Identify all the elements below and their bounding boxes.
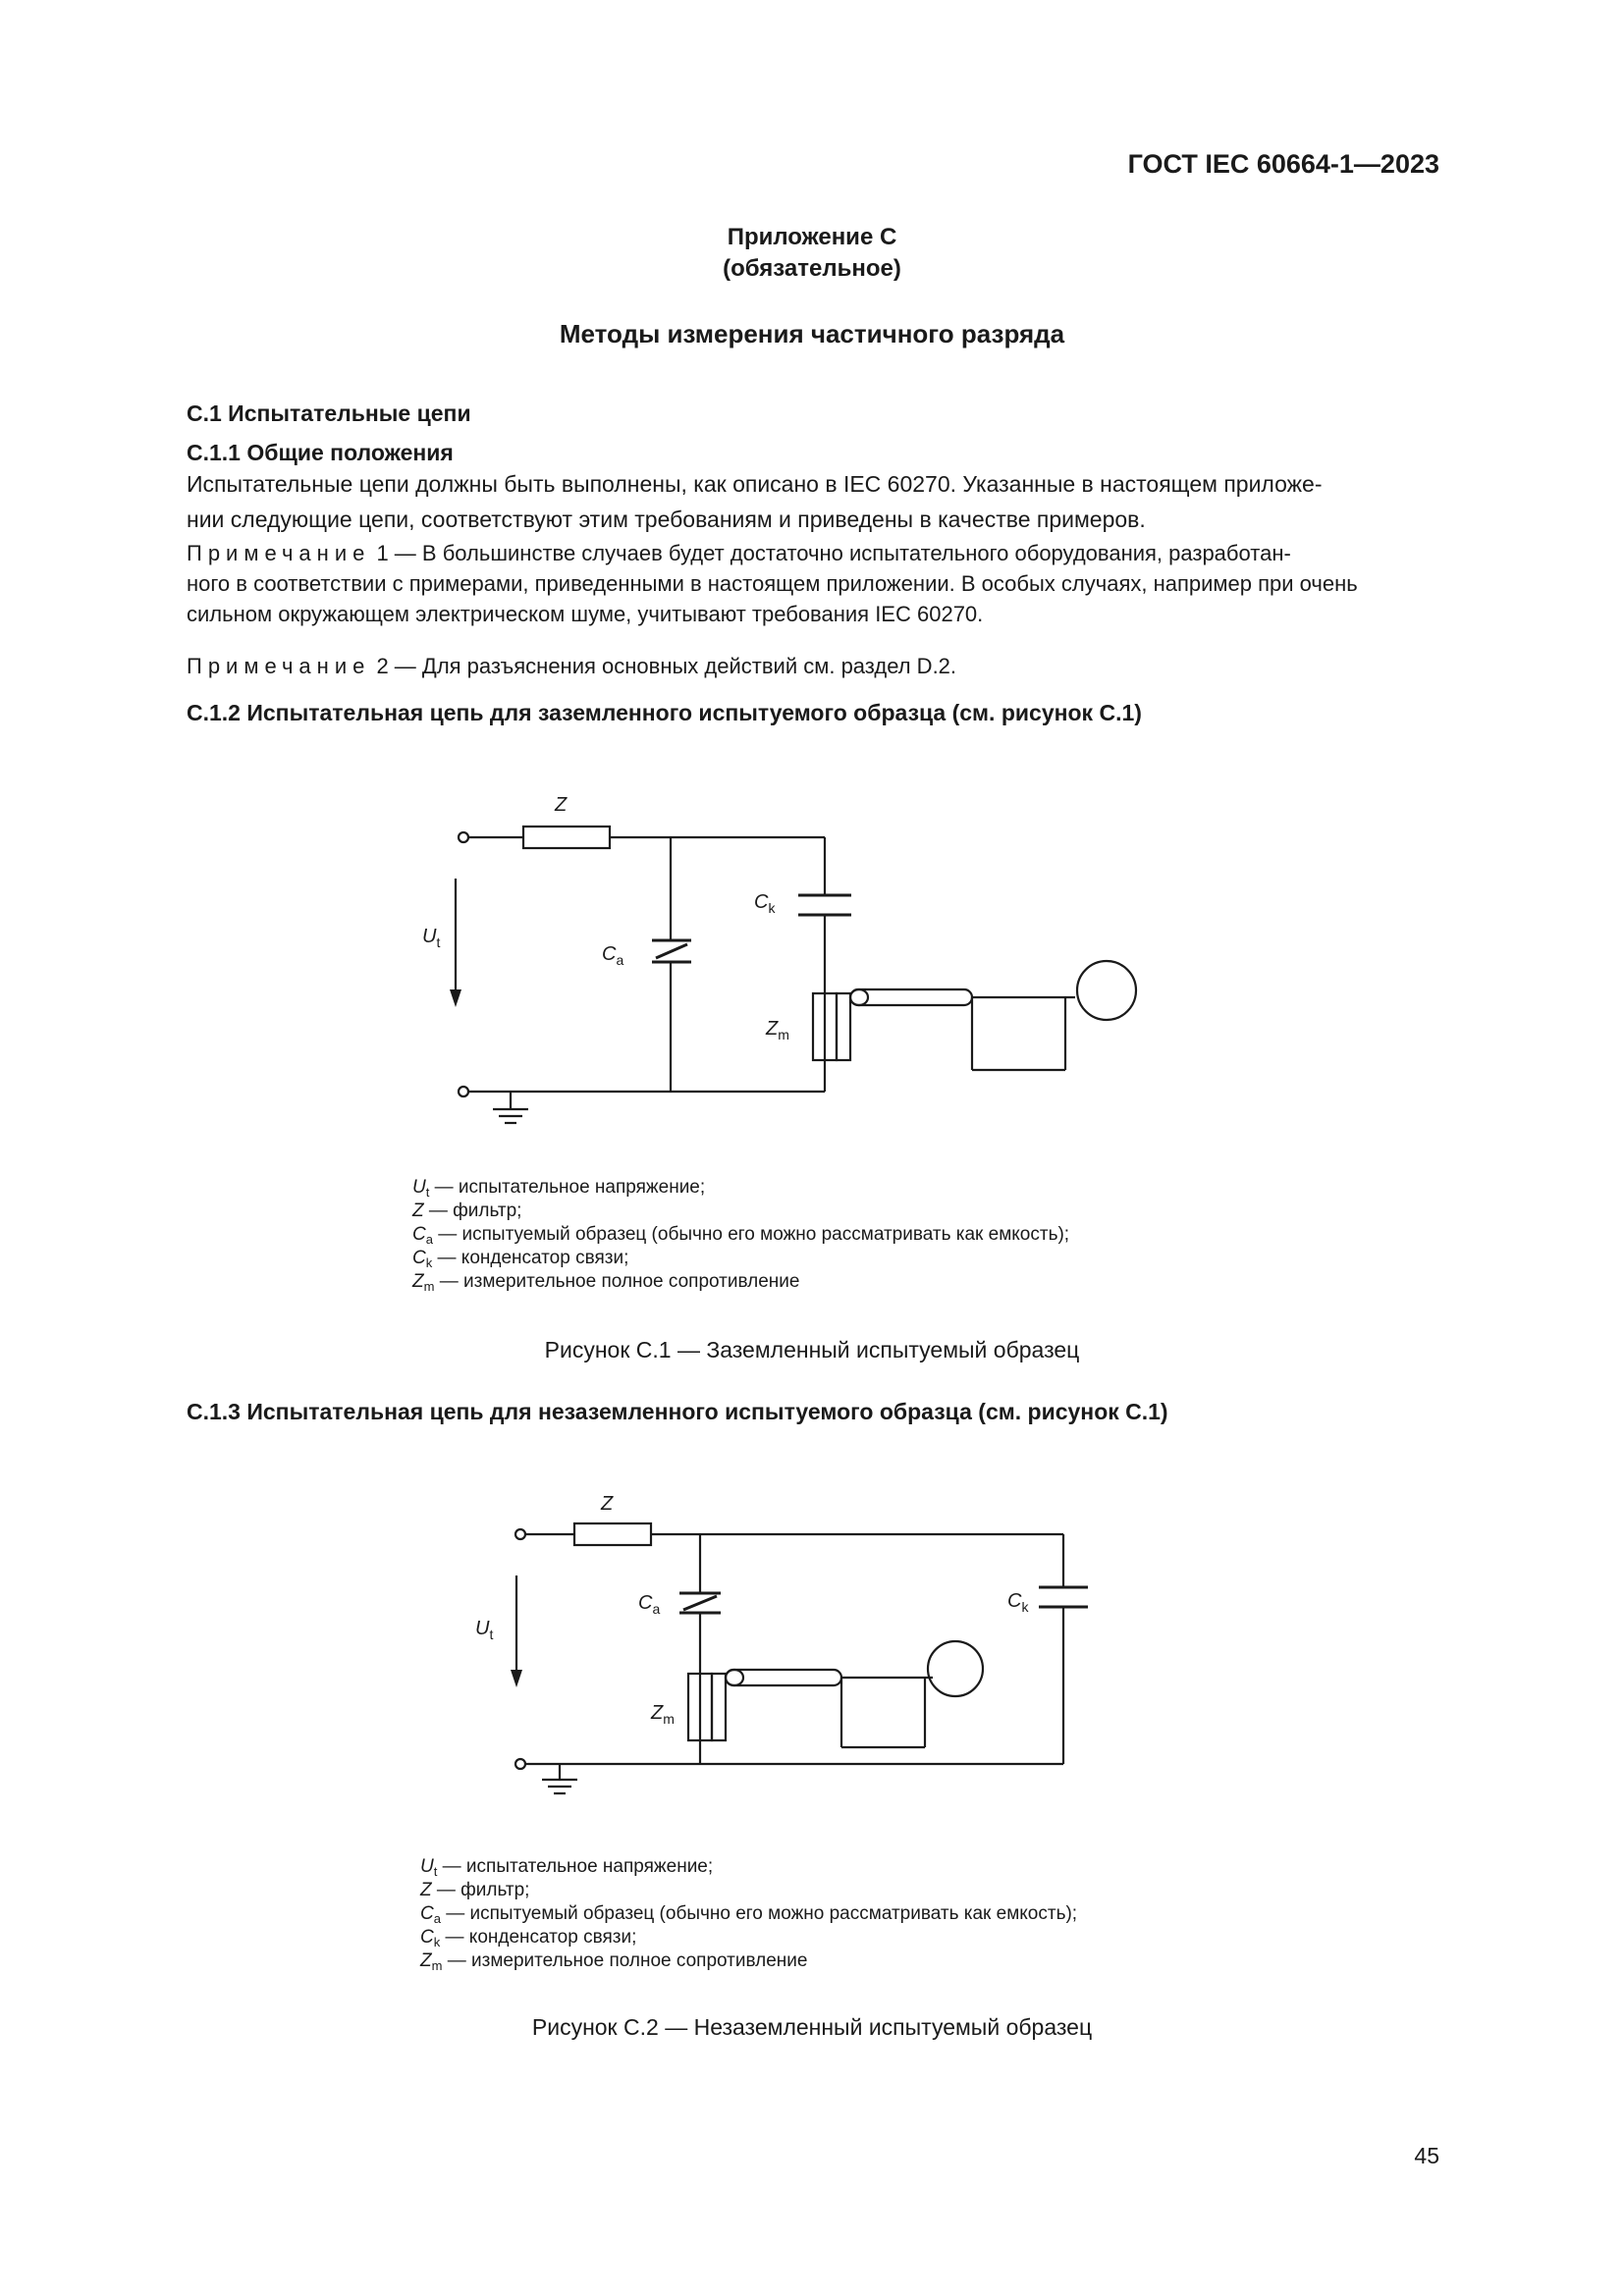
legend-item: $C_a$ — испытуемый образец (обычно его можно рассматривать как емкость); <box>412 1224 1070 1247</box>
svg-text:Ca: $C_a$ <box>602 943 624 968</box>
measuring-instrument-symbol <box>1077 961 1136 1020</box>
terminal-top <box>459 832 468 842</box>
document-number: ГОСТ IEC 60664-1—2023 <box>1127 149 1439 179</box>
annex-title: Приложение С <box>727 224 897 250</box>
paragraph-c11 <box>187 466 1441 537</box>
capacitor-ca-symbol <box>679 1593 721 1613</box>
note-text: сильном окружающем электрическом шуме, учитывают требования IEC 60270. <box>187 602 984 626</box>
figure-1-caption: Рисунок С.1 — Заземленный испытуемый образец <box>544 1337 1080 1362</box>
annex-section-title: Методы измерения частичного разряда <box>559 319 1065 348</box>
measuring-instrument-symbol <box>928 1641 983 1696</box>
label-zm: Z <box>766 1018 779 1040</box>
note-keyword: Примечание <box>187 654 371 678</box>
label-ca: C <box>602 943 617 965</box>
legend-item: $C_k$ — конденсатор связи; <box>412 1248 629 1270</box>
figure-1-circuit-diagram <box>412 775 1159 1139</box>
note-2 <box>187 649 1441 684</box>
svg-text:Z <box>600 1493 614 1515</box>
terminal-bottom <box>459 1087 468 1096</box>
capacitor-ck-symbol <box>798 895 851 915</box>
svg-text:Ck: $C_k$ <box>754 891 776 916</box>
label-ut: U <box>422 926 437 947</box>
svg-text:Ut: $U_t$ <box>475 1618 494 1642</box>
label-zm: Z <box>651 1702 664 1724</box>
label-z: Z <box>555 794 568 816</box>
svg-text:Zm: $Z_m$ <box>766 1018 789 1042</box>
label-ck: C <box>754 891 769 913</box>
figure-2-circuit-diagram <box>461 1477 1129 1811</box>
legend-item: $Z_m$ — измерительное полное сопротивление <box>420 1950 808 1973</box>
note-1 <box>187 538 1441 629</box>
legend-item: $Z_m$ — измерительное полное сопротивление <box>412 1271 800 1294</box>
label-ut: U <box>475 1618 490 1639</box>
ground-symbol <box>493 1092 528 1123</box>
legend-item: $U_t$ — испытательное напряжение; <box>420 1856 714 1879</box>
paragraph-line: нии следующие цепи, соответствуют этим требованиям и приведены в качестве примеров. <box>187 507 1146 532</box>
note-text: ного в соответствии с примерами, приведенными в настоящем приложении. В особых случаях, например при очень <box>187 571 1358 596</box>
paragraph-line: Испытательные цепи должны быть выполнены, как описано в IEC 60270. Указанные в настоящем приложе- <box>187 471 1323 497</box>
heading-c11: С.1.1 Общие положения <box>187 440 454 465</box>
capacitor-ca-symbol <box>652 940 691 962</box>
label-ck: C <box>1007 1590 1022 1612</box>
note-keyword: Примечание <box>187 541 371 565</box>
note-text: 2 — Для разъяснения основных действий см. раздел D.2. <box>370 654 957 678</box>
figure-2-legend <box>420 1855 1077 1973</box>
annex-heading <box>0 222 1624 285</box>
svg-text:Ca: $C_a$ <box>638 1592 661 1617</box>
heading-c12: С.1.2 Испытательная цепь для заземленного испытуемого образца (см. рисунок С.1) <box>187 700 1142 725</box>
terminal-top <box>515 1529 525 1539</box>
capacitor-ck-symbol <box>1039 1587 1088 1607</box>
legend-item: Z — фильтр; <box>412 1201 522 1221</box>
heading-c13: С.1.3 Испытательная цепь для незаземленного испытуемого образца (см. рисунок С.1) <box>187 1399 1168 1424</box>
terminal-bottom <box>515 1759 525 1769</box>
legend-item: $C_k$ — конденсатор связи; <box>420 1927 637 1949</box>
svg-text:Zm: $Z_m$ <box>651 1702 675 1727</box>
legend-item: $U_t$ — испытательное напряжение; <box>412 1177 706 1200</box>
annex-status: (обязательное) <box>723 255 901 282</box>
figure-1-legend <box>412 1176 1069 1294</box>
figure-2-caption: Рисунок С.2 — Незаземленный испытуемый образец <box>531 2014 1093 2040</box>
legend-item: Z — фильтр; <box>420 1880 530 1900</box>
legend-item: $C_a$ — испытуемый образец (обычно его можно рассматривать как емкость); <box>420 1903 1078 1926</box>
page-number: 45 <box>1414 2143 1439 2168</box>
note-text: 1 — В большинстве случаев будет достаточно испытательного оборудования, разработан- <box>370 541 1291 565</box>
filter-z-symbol <box>523 827 610 848</box>
svg-text:Ck: $C_k$ <box>1007 1590 1029 1615</box>
svg-text:Ut: $U_t$ <box>422 926 441 950</box>
svg-text:Z <box>554 794 568 816</box>
label-ca: C <box>638 1592 653 1614</box>
filter-z-symbol <box>574 1523 651 1545</box>
ground-symbol <box>542 1764 577 1793</box>
label-z: Z <box>601 1493 614 1515</box>
heading-c1: С.1 Испытательные цепи <box>187 400 471 426</box>
